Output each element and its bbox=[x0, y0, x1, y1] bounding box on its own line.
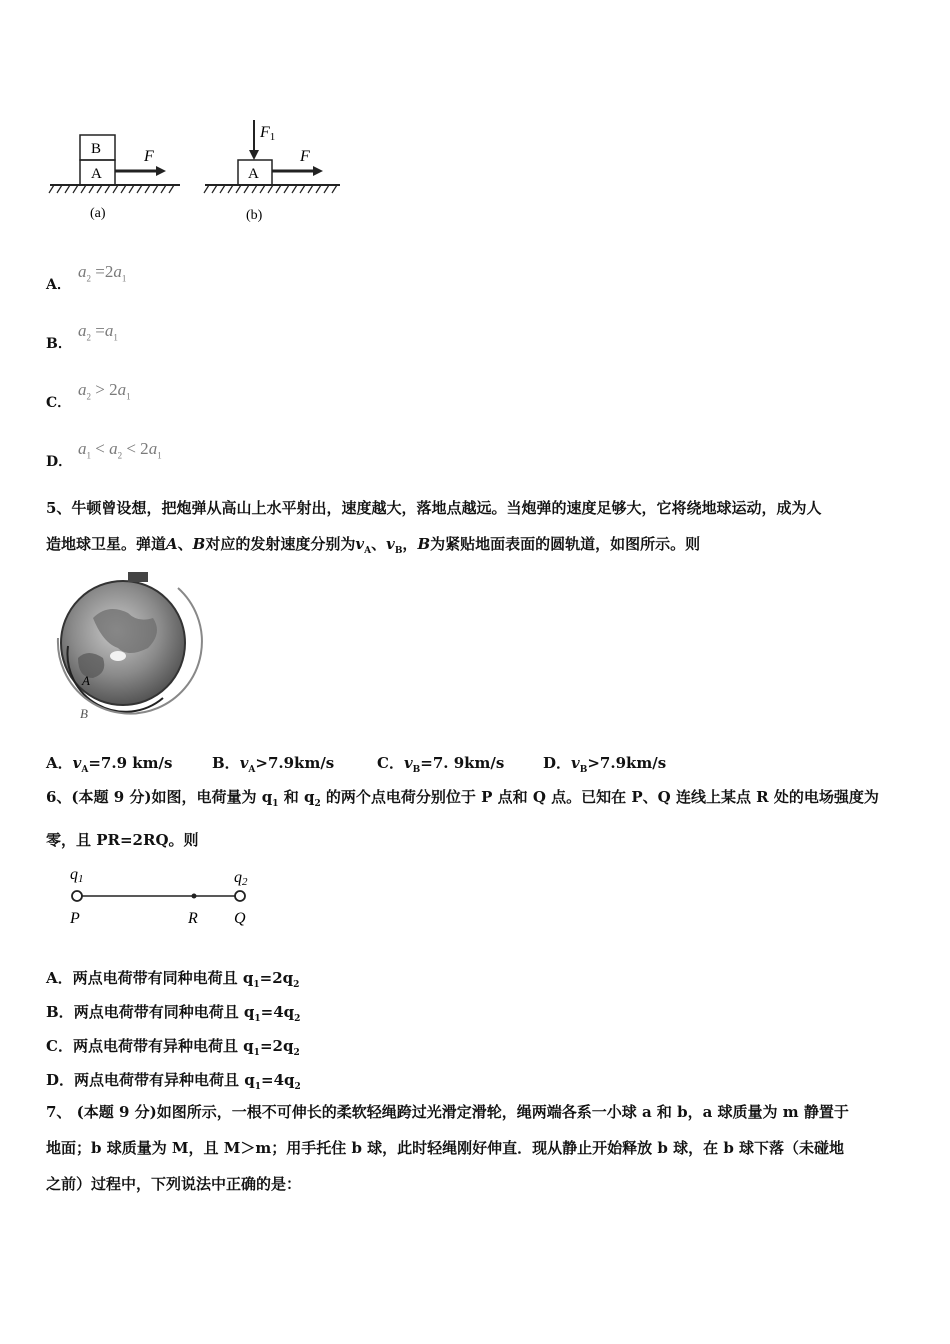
point-p bbox=[72, 891, 82, 901]
block-b-label: B bbox=[91, 141, 102, 157]
force-f-label-b: F bbox=[300, 148, 310, 165]
q6-question bbox=[46, 779, 916, 858]
q5-question bbox=[46, 490, 916, 569]
figure-a bbox=[49, 135, 180, 221]
option-label: D． bbox=[46, 454, 73, 470]
q6-line1: 6、(本题 9 分)如图，电荷量为 $q_1$ 和 $q_2$ 的两个点电荷分别位于 P 点和 Q 点。已知在 P、Q 连线上某点 R 处的电场强度为 bbox=[46, 788, 879, 809]
q6-option-a[interactable]: A．两点电荷带有同种电荷且 $q_1=2q_2$ bbox=[46, 969, 300, 990]
q6-option-c[interactable]: C．两点电荷带有异种电荷且 $q_1=2q_2$ bbox=[46, 1037, 300, 1058]
formula: $a_2 =2a_1$ bbox=[78, 262, 127, 284]
q1-label: q1 bbox=[70, 866, 84, 885]
option-label: A． bbox=[46, 277, 71, 293]
q5-option-c[interactable]: C．$v_B=7$. 9km/s bbox=[377, 754, 505, 775]
point-r bbox=[192, 894, 197, 899]
q6-line2: 零，且 PR=2RQ。则 bbox=[46, 831, 199, 849]
q5-option-b[interactable]: B．$v_A>7.9km/s$ bbox=[212, 754, 335, 775]
q5-option-d[interactable]: D．$v_B>7.9km/s$ bbox=[543, 754, 667, 775]
force-f-label-a: F bbox=[144, 148, 154, 165]
formula: $a_2 =a_1$ bbox=[78, 321, 118, 343]
orbit-b-label: B bbox=[80, 706, 88, 721]
option-label: C． bbox=[46, 395, 72, 411]
figure-b bbox=[204, 120, 340, 223]
q7-line2: 地面；b 球质量为 M，且 M＞m；用手托住 b 球，此时轻绳刚好伸直．现从静止开始释放 b 球，在 b 球下落（未碰地 bbox=[46, 1139, 845, 1157]
orbit-a-label: A bbox=[82, 673, 90, 688]
caption-a: (a) bbox=[90, 206, 106, 221]
q-label: Q bbox=[234, 910, 246, 927]
p-label: P bbox=[70, 910, 80, 927]
r-label: R bbox=[188, 910, 198, 927]
q7-line3: 之前）过程中，下列说法中正确的是： bbox=[46, 1175, 302, 1193]
caption-b: (b) bbox=[246, 208, 263, 223]
point-q bbox=[235, 891, 245, 901]
cannon-icon bbox=[128, 572, 148, 582]
earth-orbit-figure bbox=[48, 568, 218, 728]
blocks-figure bbox=[40, 115, 350, 230]
q6-option-d[interactable]: D．两点电荷带有异种电荷且 $q_1=4q_2$ bbox=[46, 1071, 301, 1092]
block-a-label: A bbox=[91, 166, 102, 182]
q2-label: q2 bbox=[234, 869, 248, 888]
q7-question bbox=[46, 1094, 916, 1202]
q5-option-a[interactable]: A．$v_A=7.9$ km/s bbox=[46, 754, 173, 775]
formula: $a_1 < a_2 < 2a_1$ bbox=[78, 439, 162, 461]
force-f1-label: F1 bbox=[260, 124, 276, 143]
q5-line1: 5、牛顿曾设想，把炮弹从高山上水平射出，速度越大，落地点越远。当炮弹的速度足够大，它将绕地球运动，成为人 bbox=[46, 499, 822, 517]
q7-line1: 7、 (本题 9 分)如图所示，一根不可伸长的柔软轻绳跨过光滑定滑轮，绳两端各系一小球 a 和 b，a 球质量为 m 静置于 bbox=[46, 1103, 849, 1121]
q6-option-b[interactable]: B．两点电荷带有同种电荷且 $q_1=4q_2$ bbox=[46, 1003, 301, 1024]
block-a-label-b: A bbox=[248, 166, 259, 182]
formula: $a_2 > 2a_1$ bbox=[78, 380, 131, 402]
option-label: B． bbox=[46, 336, 72, 352]
q5-line2: 造地球卫星。弹道A、B对应的发射速度分别为$v_A$、$v_B$，B为紧贴地面表面的圆轨道，如图所示。则 bbox=[46, 535, 701, 556]
charges-figure bbox=[62, 862, 272, 932]
